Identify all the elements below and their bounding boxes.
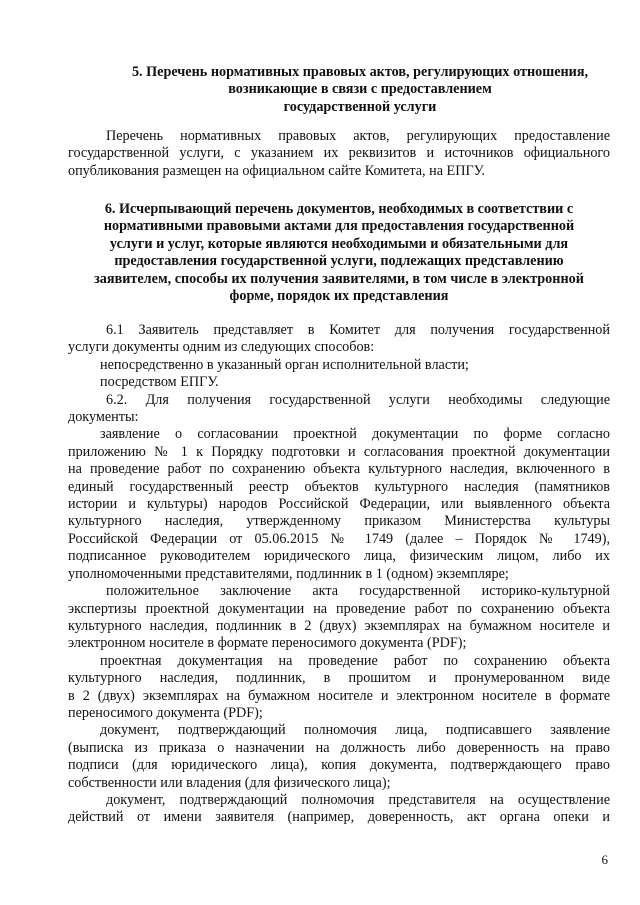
section-6-body — [68, 322, 610, 827]
body-line: документы: — [68, 409, 139, 426]
body-line: посредством ЕПГУ. — [100, 374, 219, 391]
section-6-title-line: предоставления государственной услуги, подлежащих представлению — [114, 253, 564, 270]
section-6-title-line: 6. Исчерпывающий перечень документов, необходимых в соответствии с — [104, 201, 574, 217]
body-line: единый государственный реестр объектов культурного наследия (памятников — [68, 478, 610, 495]
body-line: действий от имени заявителя (например, доверенность, акт органа опеки и — [68, 809, 610, 826]
body-line: переносимого документа (PDF); — [68, 704, 263, 721]
section-6-title-line: нормативными правовыми актами для предоставления государственной — [103, 218, 575, 235]
body-line: проектная документация на проведение работ по сохранению объекта — [100, 652, 610, 669]
body-line: подписи (для юридического лица), копия документа, подтверждающего право — [68, 757, 610, 774]
body-line: культурного наследия, подлинник в 2 (двух) экземплярах на бумажном носителе и — [68, 617, 610, 634]
section-6-title-line: заявителем, способы их получения заявителями, в том числе в электронной — [94, 270, 584, 287]
body-line: электронном носителе в формате переносимого документа (PDF); — [68, 635, 467, 652]
page-number: 6 — [601, 852, 608, 867]
body-line: культурного наследия, подлинник, в прошитом и пронумерованном виде — [68, 670, 610, 687]
body-line: документ, подтверждающий полномочия представителя на осуществление — [106, 791, 610, 808]
body-line: услуги документы одним из следующих способов: — [68, 339, 375, 356]
body-line: подписанное руководителем юридического лица, физическим лицом, либо их — [68, 548, 610, 565]
body-line: документ, подтверждающий полномочия лица, подписавшего заявление — [100, 722, 610, 739]
section-5-title-line: возникающие в связи с предоставлением — [228, 81, 492, 98]
body-line: на проведение работ по сохранению объекта культурного наследия, включенного в — [68, 461, 610, 478]
section-6-title-line: форме, порядок их представления — [229, 288, 449, 305]
body-line: приложению № 1 к Порядку подготовки и согласования проектной документации — [68, 443, 610, 460]
section-6-title-line: услуги и услуг, которые являются необходимыми и обязательными для — [109, 235, 569, 252]
paragraph-line: государственной услуги, с указанием их реквизитов и источников официального — [68, 145, 610, 162]
section-6-title — [68, 201, 610, 305]
body-line: (выписка из приказа о назначении на должность либо доверенность на право — [68, 739, 610, 756]
body-line: собственности или владения (для физического лица); — [68, 774, 391, 791]
paragraph-line: Перечень нормативных правовых актов, регулирующих предоставление — [106, 128, 610, 144]
section-5-title-line: 5. Перечень нормативных правовых актов, регулирующих отношения, — [131, 64, 589, 80]
body-line: положительное заключение акта государственной историко-культурной — [106, 583, 610, 600]
body-line: Российской Федерации от 05.06.2015 № 1749 (далее – Порядок № 1749), — [68, 530, 610, 547]
section-5-paragraph — [68, 128, 610, 180]
body-line: экспертизы проектной документации на проведение работ по сохранению объекта — [68, 600, 610, 617]
body-line: культурного наследия, утвержденному приказом Министерства культуры — [68, 513, 610, 530]
body-line: в 2 (двух) экземплярах на бумажном носителе и электронном носителе в формате — [68, 687, 610, 704]
body-line: заявление о согласовании проектной документации по форме согласно — [100, 426, 610, 443]
paragraph-line: опубликования размещен на официальном сайте Комитета, на ЕПГУ. — [68, 162, 485, 179]
body-line: 6.2. Для получения государственной услуги необходимы следующие — [106, 391, 610, 408]
body-line: истории и культуры) народов Российской Федерации, или выявленного объекта — [68, 496, 610, 513]
body-line: непосредственно в указанный орган исполнительной власти; — [100, 356, 469, 373]
body-line: уполномоченными представителями, подлинник в 1 (одном) экземпляре; — [68, 565, 509, 582]
section-5-title — [110, 64, 610, 116]
body-line: 6.1 Заявитель представляет в Комитет для получения государственной — [106, 322, 610, 338]
section-5-title-line: государственной услуги — [283, 98, 437, 115]
